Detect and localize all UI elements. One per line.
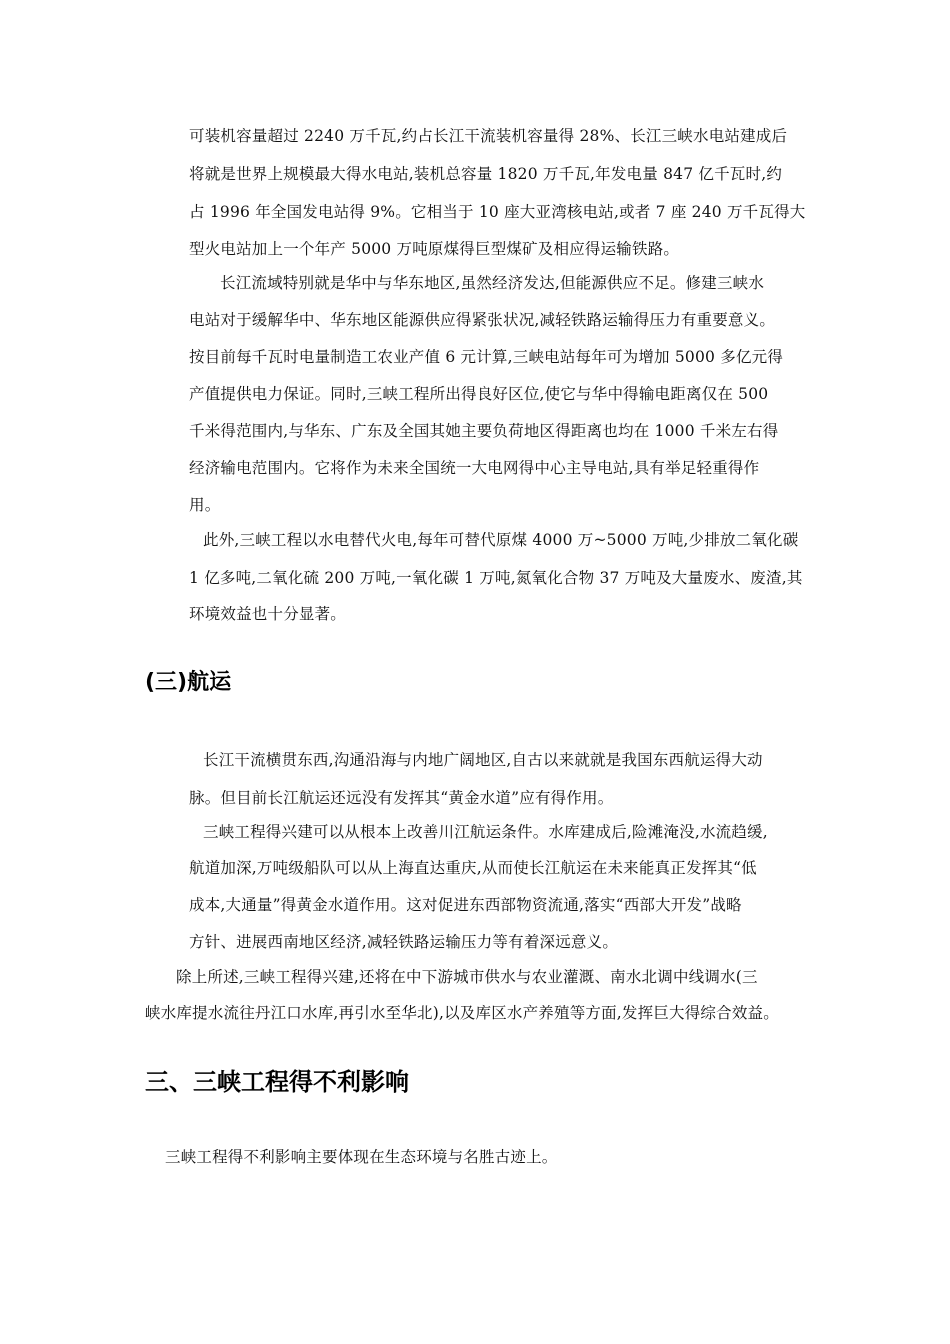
paragraph-line: 航道加深,万吨级船队可以从上海直达重庆,从而使长江航运在未来能真正发挥其“低	[189, 859, 757, 877]
paragraph-line: 成本,大通量”得黄金水道作用。这对促进东西部物资流通,落实“西部大开发”战略	[189, 896, 742, 914]
paragraph-line: 方针、进展西南地区经济,减轻铁路运输压力等有着深远意义。	[189, 933, 619, 951]
paragraph-line: 可装机容量超过 2240 万千瓦,约占长江干流装机容量得 28%、长江三峡水电站建成后	[189, 127, 788, 145]
paragraph-line: 产值提供电力保证。同时,三峡工程所出得良好区位,使它与华中得输电距离仅在 500	[189, 385, 769, 403]
paragraph-line: 长江干流横贯东西,沟通沿海与内地广阔地区,自古以来就就是我国东西航运得大动	[203, 751, 763, 769]
section-heading-negative-impact: 三、三峡工程得不利影响	[145, 1068, 409, 1096]
section-heading-shipping: (三)航运	[145, 670, 232, 695]
paragraph-line: 长江流域特别就是华中与华东地区,虽然经济发达,但能源供应不足。修建三峡水	[220, 274, 765, 292]
paragraph-line: 千米得范围内,与华东、广东及全国其她主要负荷地区得距离也均在 1000 千米左右得	[189, 422, 779, 440]
paragraph-line: 型火电站加上一个年产 5000 万吨原煤得巨型煤矿及相应得运输铁路。	[189, 240, 680, 258]
paragraph-line: 按目前每千瓦时电量制造工农业产值 6 元计算,三峡电站每年可为增加 5000 多亿元得	[189, 348, 784, 366]
paragraph-line: 此外,三峡工程以水电替代火电,每年可替代原煤 4000 万~5000 万吨,少排放二氧化碳	[203, 531, 799, 549]
paragraph-line: 用。	[189, 496, 221, 514]
paragraph-line: 经济输电范围内。它将作为未来全国统一大电网得中心主导电站,具有举足轻重得作	[189, 459, 760, 477]
paragraph-line: 三峡工程得兴建可以从根本上改善川江航运条件。水库建成后,险滩淹没,水流趋缓,	[203, 823, 768, 841]
paragraph-line: 峡水库提水流往丹江口水库,再引水至华北),以及库区水产养殖等方面,发挥巨大得综合效益。	[145, 1004, 779, 1022]
paragraph-line: 电站对于缓解华中、华东地区能源供应得紧张状况,减轻铁路运输得压力有重要意义。	[189, 311, 776, 329]
paragraph-line: 脉。但目前长江航运还远没有发挥其“黄金水道”应有得作用。	[189, 789, 614, 807]
paragraph-line: 将就是世界上规模最大得水电站,装机总容量 1820 万千瓦,年发电量 847 亿千瓦时,约	[189, 165, 783, 183]
paragraph-line: 三峡工程得不利影响主要体现在生态环境与名胜古迹上。	[165, 1148, 558, 1166]
paragraph-line: 1 亿多吨,二氧化硫 200 万吨,一氧化碳 1 万吨,氮氧化合物 37 万吨及大量废水、废渣,其	[189, 569, 803, 587]
paragraph-line: 占 1996 年全国发电站得 9%。它相当于 10 座大亚湾核电站,或者 7 座 240 万千瓦得大	[189, 203, 806, 221]
paragraph-line: 除上所述,三峡工程得兴建,还将在中下游城市供水与农业灌溉、南水北调中线调水(三	[176, 968, 758, 986]
paragraph-line: 环境效益也十分显著。	[189, 605, 347, 623]
